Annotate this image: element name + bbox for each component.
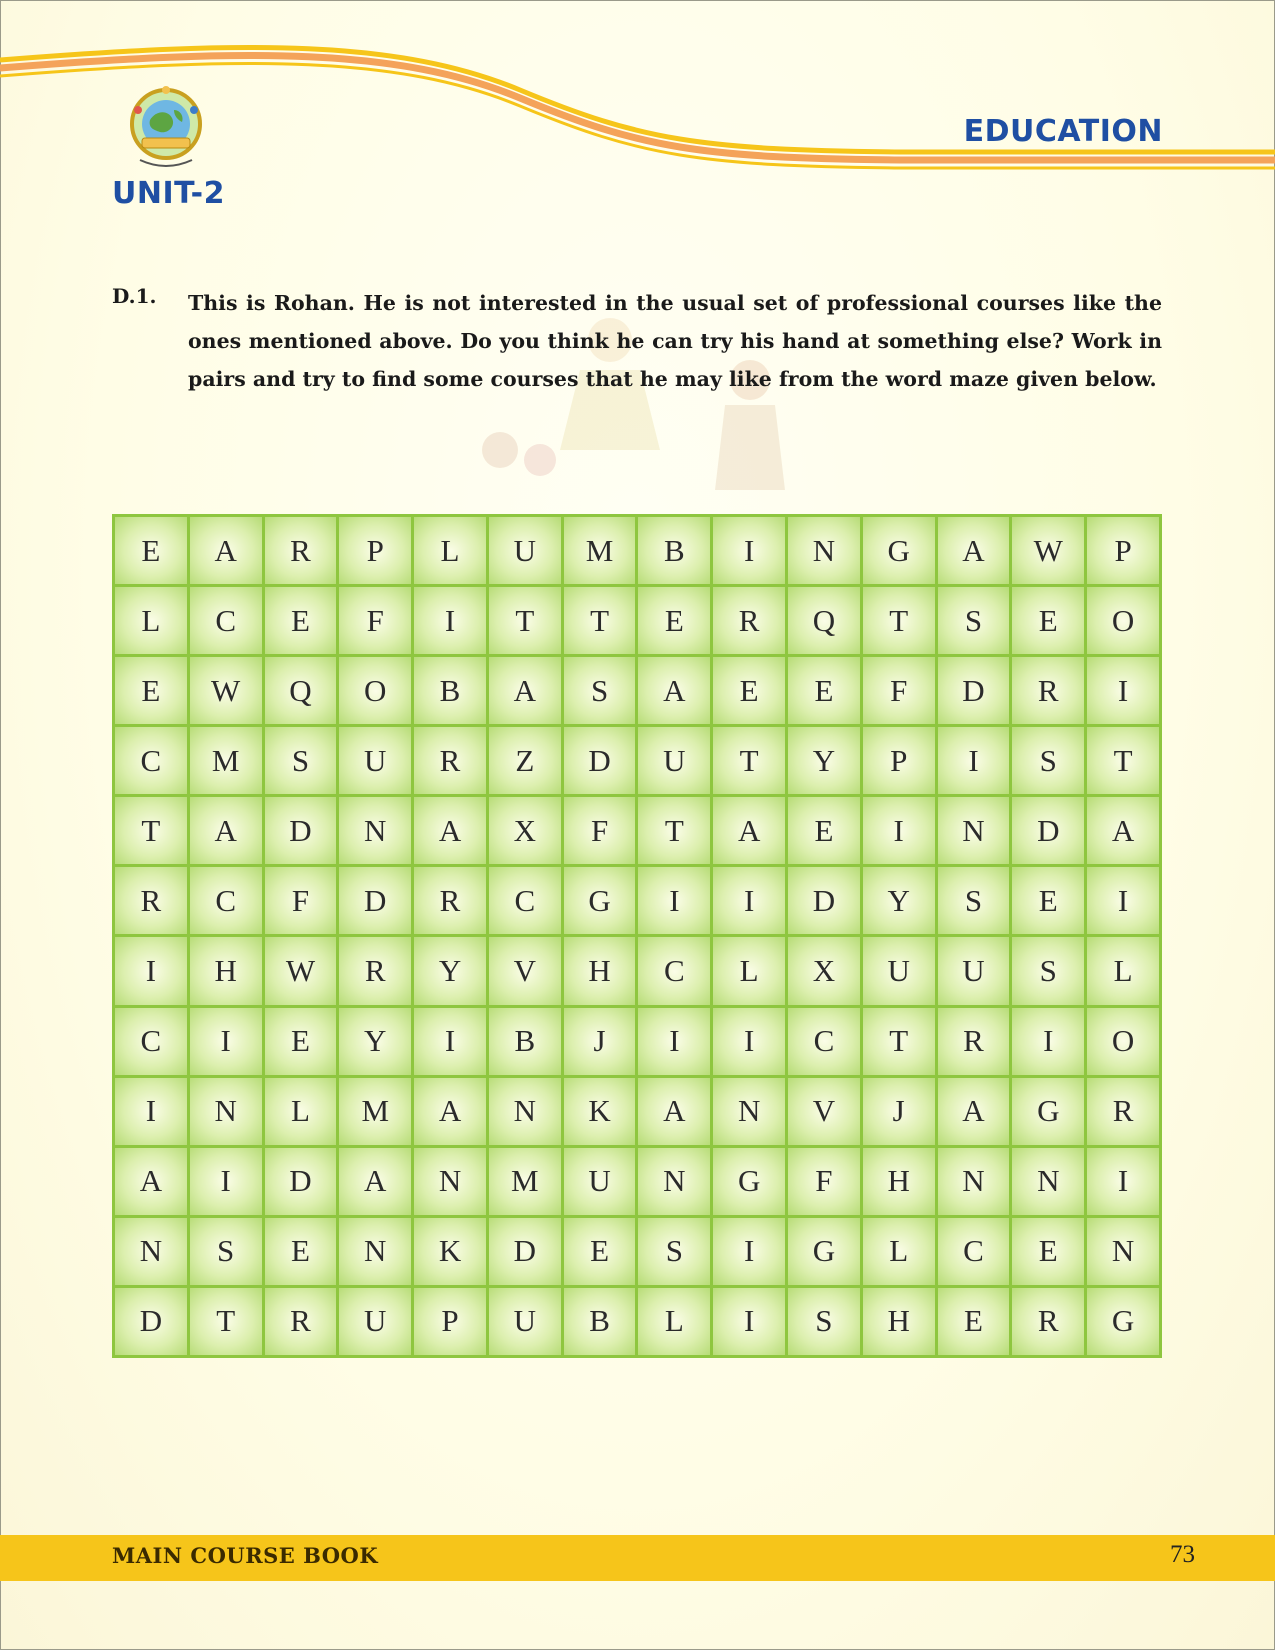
- word-maze-grid: [112, 514, 1162, 1358]
- maze-cell: Q: [787, 586, 862, 656]
- maze-cell: T: [487, 586, 562, 656]
- maze-row: [114, 1006, 1161, 1076]
- maze-cell: N: [114, 1216, 189, 1286]
- maze-cell: F: [861, 656, 936, 726]
- maze-cell: U: [562, 1146, 637, 1216]
- maze-cell: Y: [861, 866, 936, 936]
- maze-cell: L: [263, 1076, 338, 1146]
- maze-cell: I: [413, 586, 488, 656]
- maze-cell: I: [712, 1006, 787, 1076]
- maze-cell: D: [263, 796, 338, 866]
- maze-row: [114, 516, 1161, 586]
- maze-cell: A: [936, 516, 1011, 586]
- maze-cell: C: [487, 866, 562, 936]
- maze-cell: P: [1086, 516, 1161, 586]
- maze-cell: H: [188, 936, 263, 1006]
- maze-cell: D: [562, 726, 637, 796]
- maze-cell: E: [1011, 1216, 1086, 1286]
- maze-cell: D: [487, 1216, 562, 1286]
- maze-cell: A: [637, 1076, 712, 1146]
- maze-cell: E: [1011, 866, 1086, 936]
- maze-cell: I: [413, 1006, 488, 1076]
- maze-cell: R: [1086, 1076, 1161, 1146]
- maze-cell: E: [263, 586, 338, 656]
- maze-cell: T: [861, 586, 936, 656]
- maze-cell: A: [338, 1146, 413, 1216]
- maze-cell: K: [413, 1216, 488, 1286]
- maze-cell: G: [562, 866, 637, 936]
- maze-cell: I: [1086, 656, 1161, 726]
- maze-cell: H: [861, 1286, 936, 1356]
- maze-cell: E: [787, 796, 862, 866]
- maze-cell: I: [1086, 1146, 1161, 1216]
- maze-cell: F: [263, 866, 338, 936]
- maze-cell: J: [562, 1006, 637, 1076]
- maze-cell: E: [637, 586, 712, 656]
- maze-cell: I: [1086, 866, 1161, 936]
- maze-cell: G: [712, 1146, 787, 1216]
- maze-cell: N: [1086, 1216, 1161, 1286]
- maze-cell: J: [861, 1076, 936, 1146]
- maze-cell: L: [413, 516, 488, 586]
- maze-cell: G: [787, 1216, 862, 1286]
- maze-cell: S: [936, 866, 1011, 936]
- maze-row: [114, 936, 1161, 1006]
- maze-cell: Y: [787, 726, 862, 796]
- maze-cell: S: [263, 726, 338, 796]
- maze-row: [114, 586, 1161, 656]
- maze-cell: S: [936, 586, 1011, 656]
- maze-cell: L: [1086, 936, 1161, 1006]
- maze-cell: V: [787, 1076, 862, 1146]
- maze-cell: N: [1011, 1146, 1086, 1216]
- maze-cell: I: [1011, 1006, 1086, 1076]
- maze-cell: I: [188, 1006, 263, 1076]
- footer-book-title: MAIN COURSE BOOK: [112, 1543, 379, 1568]
- maze-cell: I: [936, 726, 1011, 796]
- maze-cell: R: [263, 516, 338, 586]
- maze-cell: O: [1086, 1006, 1161, 1076]
- maze-cell: L: [712, 936, 787, 1006]
- maze-cell: N: [936, 1146, 1011, 1216]
- maze-cell: H: [562, 936, 637, 1006]
- maze-cell: U: [338, 726, 413, 796]
- maze-row: [114, 1146, 1161, 1216]
- maze-cell: I: [712, 866, 787, 936]
- maze-cell: S: [188, 1216, 263, 1286]
- maze-cell: S: [1011, 726, 1086, 796]
- school-globe-logo: [118, 80, 214, 176]
- maze-row: [114, 656, 1161, 726]
- maze-cell: S: [637, 1216, 712, 1286]
- maze-cell: M: [188, 726, 263, 796]
- maze-cell: G: [861, 516, 936, 586]
- maze-cell: Z: [487, 726, 562, 796]
- maze-cell: D: [787, 866, 862, 936]
- maze-cell: N: [338, 1216, 413, 1286]
- maze-cell: E: [263, 1216, 338, 1286]
- maze-cell: F: [787, 1146, 862, 1216]
- maze-cell: L: [861, 1216, 936, 1286]
- maze-cell: A: [637, 656, 712, 726]
- maze-cell: G: [1011, 1076, 1086, 1146]
- maze-cell: N: [338, 796, 413, 866]
- maze-cell: U: [338, 1286, 413, 1356]
- maze-cell: E: [114, 656, 189, 726]
- maze-row: [114, 1286, 1161, 1356]
- maze-cell: A: [1086, 796, 1161, 866]
- section-title: EDUCATION: [963, 114, 1163, 149]
- maze-cell: A: [413, 796, 488, 866]
- maze-cell: Y: [413, 936, 488, 1006]
- maze-cell: I: [712, 1216, 787, 1286]
- maze-cell: T: [637, 796, 712, 866]
- maze-cell: R: [1011, 1286, 1086, 1356]
- maze-cell: D: [936, 656, 1011, 726]
- maze-cell: D: [263, 1146, 338, 1216]
- maze-row: [114, 866, 1161, 936]
- maze-cell: B: [413, 656, 488, 726]
- question-text: This is Rohan. He is not interested in the usual set of professional courses like the ones mentioned above. Do you think he can try his hand at something else? Work in pairs and try to find some courses that he may like from the word maze given below.: [188, 291, 1162, 391]
- maze-cell: T: [188, 1286, 263, 1356]
- maze-cell: O: [338, 656, 413, 726]
- maze-cell: I: [188, 1146, 263, 1216]
- maze-cell: N: [712, 1076, 787, 1146]
- maze-cell: D: [1011, 796, 1086, 866]
- maze-cell: P: [338, 516, 413, 586]
- maze-cell: C: [787, 1006, 862, 1076]
- maze-cell: Q: [263, 656, 338, 726]
- maze-cell: N: [413, 1146, 488, 1216]
- maze-cell: N: [637, 1146, 712, 1216]
- maze-cell: N: [787, 516, 862, 586]
- maze-cell: I: [114, 936, 189, 1006]
- maze-cell: N: [188, 1076, 263, 1146]
- maze-cell: H: [861, 1146, 936, 1216]
- maze-cell: N: [936, 796, 1011, 866]
- maze-cell: K: [562, 1076, 637, 1146]
- maze-cell: C: [188, 866, 263, 936]
- maze-cell: P: [413, 1286, 488, 1356]
- maze-cell: I: [637, 1006, 712, 1076]
- maze-cell: V: [487, 936, 562, 1006]
- maze-cell: A: [114, 1146, 189, 1216]
- maze-cell: R: [413, 726, 488, 796]
- maze-cell: U: [861, 936, 936, 1006]
- maze-cell: L: [637, 1286, 712, 1356]
- maze-cell: F: [338, 586, 413, 656]
- maze-cell: N: [487, 1076, 562, 1146]
- question-number: D.1.: [112, 284, 157, 308]
- maze-cell: S: [787, 1286, 862, 1356]
- maze-cell: R: [936, 1006, 1011, 1076]
- maze-cell: A: [936, 1076, 1011, 1146]
- maze-cell: E: [936, 1286, 1011, 1356]
- maze-cell: T: [1086, 726, 1161, 796]
- maze-cell: C: [637, 936, 712, 1006]
- maze-cell: U: [637, 726, 712, 796]
- maze-cell: C: [936, 1216, 1011, 1286]
- maze-cell: U: [487, 1286, 562, 1356]
- maze-cell: R: [1011, 656, 1086, 726]
- maze-cell: T: [114, 796, 189, 866]
- maze-cell: S: [562, 656, 637, 726]
- maze-cell: W: [1011, 516, 1086, 586]
- maze-cell: R: [114, 866, 189, 936]
- maze-cell: C: [114, 726, 189, 796]
- maze-cell: T: [712, 726, 787, 796]
- maze-cell: I: [712, 1286, 787, 1356]
- maze-cell: M: [562, 516, 637, 586]
- maze-cell: B: [487, 1006, 562, 1076]
- maze-cell: A: [188, 796, 263, 866]
- maze-cell: R: [413, 866, 488, 936]
- maze-cell: A: [712, 796, 787, 866]
- maze-cell: B: [637, 516, 712, 586]
- maze-cell: A: [188, 516, 263, 586]
- maze-cell: P: [861, 726, 936, 796]
- maze-cell: I: [712, 516, 787, 586]
- maze-cell: I: [637, 866, 712, 936]
- maze-cell: C: [188, 586, 263, 656]
- maze-cell: R: [712, 586, 787, 656]
- maze-cell: D: [338, 866, 413, 936]
- maze-cell: D: [114, 1286, 189, 1356]
- page-number: 73: [1170, 1541, 1195, 1568]
- maze-cell: A: [413, 1076, 488, 1146]
- maze-cell: Y: [338, 1006, 413, 1076]
- maze-row: [114, 726, 1161, 796]
- maze-cell: R: [263, 1286, 338, 1356]
- maze-cell: I: [114, 1076, 189, 1146]
- maze-cell: E: [712, 656, 787, 726]
- maze-cell: E: [263, 1006, 338, 1076]
- maze-cell: M: [338, 1076, 413, 1146]
- maze-cell: L: [114, 586, 189, 656]
- maze-cell: E: [114, 516, 189, 586]
- maze-cell: W: [263, 936, 338, 1006]
- maze-cell: R: [338, 936, 413, 1006]
- maze-cell: T: [562, 586, 637, 656]
- maze-cell: C: [114, 1006, 189, 1076]
- maze-cell: S: [1011, 936, 1086, 1006]
- maze-cell: T: [861, 1006, 936, 1076]
- maze-cell: G: [1086, 1286, 1161, 1356]
- maze-cell: M: [487, 1146, 562, 1216]
- word-maze-body: [114, 516, 1161, 1357]
- maze-cell: U: [487, 516, 562, 586]
- maze-cell: U: [936, 936, 1011, 1006]
- maze-row: [114, 1076, 1161, 1146]
- maze-cell: O: [1086, 586, 1161, 656]
- maze-cell: A: [487, 656, 562, 726]
- maze-cell: E: [1011, 586, 1086, 656]
- maze-cell: E: [562, 1216, 637, 1286]
- maze-cell: F: [562, 796, 637, 866]
- maze-cell: E: [787, 656, 862, 726]
- maze-cell: I: [861, 796, 936, 866]
- maze-row: [114, 1216, 1161, 1286]
- maze-cell: B: [562, 1286, 637, 1356]
- maze-cell: X: [787, 936, 862, 1006]
- maze-cell: W: [188, 656, 263, 726]
- maze-cell: X: [487, 796, 562, 866]
- unit-label: UNIT-2: [112, 176, 226, 211]
- maze-row: [114, 796, 1161, 866]
